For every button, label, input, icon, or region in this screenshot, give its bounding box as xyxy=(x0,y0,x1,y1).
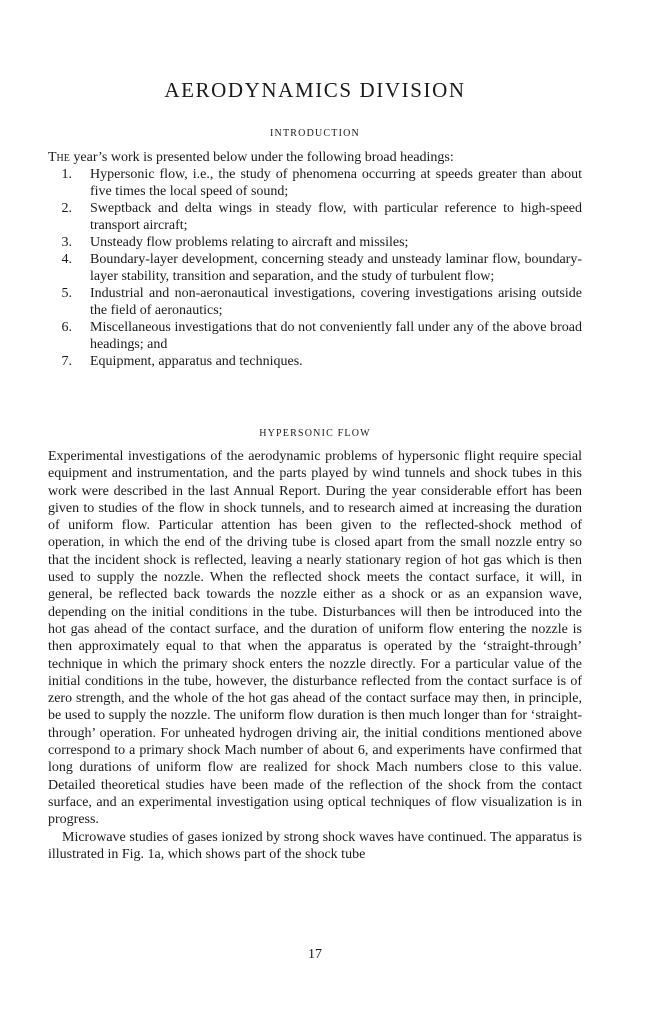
list-item xyxy=(48,285,582,319)
list-item-text: Sweptback and delta wings in steady flow, with particular reference to high-speed transport aircraft; xyxy=(90,201,582,233)
body-paragraph: Experimental investigations of the aerodynamic problems of hypersonic flight require special equipment and instrumentation, and the parts played by wind tunnels and shock tubes in this work were described in the last Annual Report. During the year considerable effort has been given to studies of the flow in shock tunnels, and to research aimed at increasing the duration of uniform flow. Particular attention has been given to the reflected-shock method of operation, in which the end of the driving tube is closed apart from the small nozzle entry so that the incident shock is reflected, leaving a nearly stationary region of hot gas which is then used to supply the nozzle. When the reflected shock meets the contact surface, it will, in general, be reflected back towards the nozzle either as a shock or as an expansion wave, depending on the initial conditions in the tube. Disturbances will then be introduced into the hot gas ahead of the contact surface, and the duration of uniform flow entering the nozzle is then approximately equal to that when the apparatus is operated by the ‘straight-through’ technique in which the primary shock enters the nozzle directly. For a particular value of the initial conditions in the tube, however, the disturbance reflected from the contact surface is of zero strength, and the whole of the hot gas ahead of the contact surface may then, in principle, be used to supply the nozzle. The uniform flow duration is then much longer than for ‘straight-through’ operation. For unheated hydrogen driving air, the initial conditions mentioned above correspond to a primary shock Mach number of about 6, and experiments have confirmed that long durations of uniform flow are realized for shock Mach numbers close to this value. Detailed theoretical studies have been made of the reflection of the shock from the contact surface, and an experimental investigation using optical techniques of flow visualization is in progress. xyxy=(48,449,582,828)
list-item xyxy=(48,234,582,251)
list-item-number: 7. xyxy=(61,354,72,369)
introduction-lead xyxy=(48,149,582,166)
hypersonic-flow-heading: HYPERSONIC FLOW xyxy=(259,428,371,439)
list-item-text: Industrial and non-aeronautical investigations, covering investigations arising outside the field of aeronautics; xyxy=(90,286,582,318)
list-item-text: Miscellaneous investigations that do not conveniently fall under any of the above broad headings; and xyxy=(90,320,582,352)
list-item xyxy=(48,319,582,353)
list-item xyxy=(48,200,582,234)
list-item xyxy=(48,251,582,285)
hypersonic-body xyxy=(48,448,582,863)
list-item-number: 6. xyxy=(61,320,72,335)
introduction-heading: INTRODUCTION xyxy=(270,128,360,139)
lead-rest: year’s work is presented below under the following broad headings: xyxy=(69,150,454,165)
list-item-text: Boundary-layer development, concerning steady and unsteady laminar flow, boundary-layer stability, transition and separation, and the study of turbulent flow; xyxy=(90,252,582,284)
list-item-number: 1. xyxy=(61,167,72,182)
list-item-number: 5. xyxy=(61,286,72,301)
list-item-text: Unsteady flow problems relating to aircraft and missiles; xyxy=(90,235,409,250)
list-item-number: 3. xyxy=(61,235,72,250)
division-title: AERODYNAMICS DIVISION xyxy=(164,78,466,102)
list-item xyxy=(48,353,582,370)
list-item-number: 2. xyxy=(61,201,72,216)
list-item-text: Equipment, apparatus and techniques. xyxy=(90,354,303,369)
lead-first-word: The xyxy=(48,150,70,165)
list-item-text: Hypersonic flow, i.e., the study of phenomena occurring at speeds greater than about five times the local speed of sound; xyxy=(90,167,582,199)
page-number: 17 xyxy=(308,947,322,962)
list-item-number: 4. xyxy=(61,252,72,267)
broad-headings-list xyxy=(48,166,582,370)
body-paragraph: Microwave studies of gases ionized by strong shock waves have continued. The apparatus is illustrated in Fig. 1a, which shows part of the shock tube xyxy=(48,829,582,862)
list-item xyxy=(48,166,582,200)
